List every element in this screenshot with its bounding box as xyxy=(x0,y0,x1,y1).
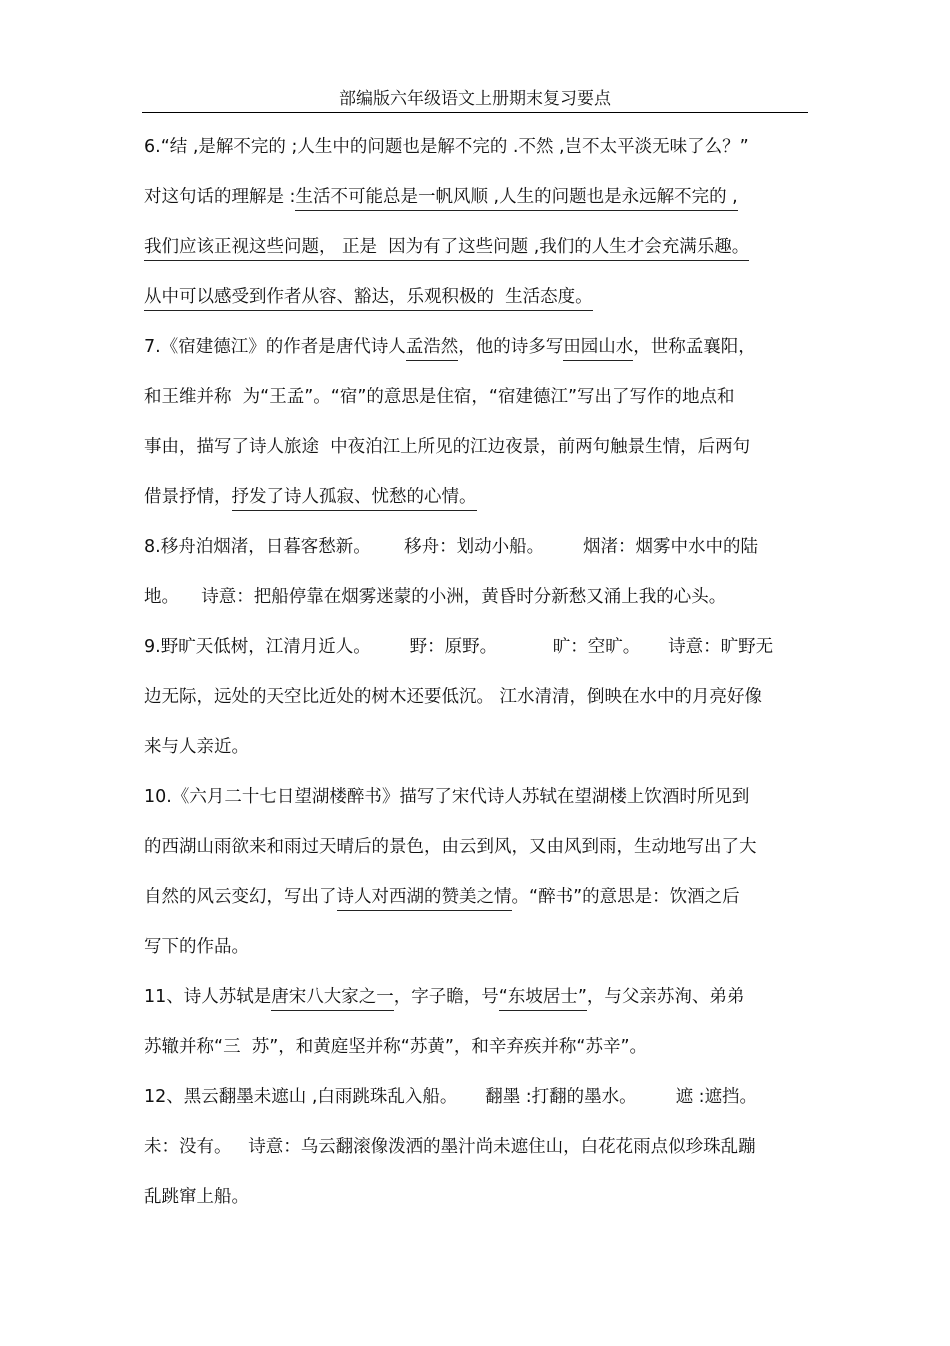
underlined-text: 孟浩然 xyxy=(406,337,459,361)
text-segment: 未：没有。 诗意：乌云翻滚像泼洒的墨汁尚未遮住山，白花花雨点似珍珠乱蹦 xyxy=(144,1137,756,1157)
underlined-text: 生活不可能总是一帆风顺 ,人生的问题也是永远解不完的 , xyxy=(295,187,737,211)
text-segment: 地。 诗意：把船停靠在烟雾迷蒙的小洲，黄昏时分新愁又涌上我的心头。 xyxy=(144,587,727,607)
document-body xyxy=(144,122,810,1222)
text-line xyxy=(144,372,810,422)
text-segment: 乱跳窜上船。 xyxy=(144,1187,249,1207)
text-line xyxy=(144,122,810,172)
text-segment: ，与父亲苏洵、弟弟 xyxy=(586,987,745,1007)
underlined-text: 抒发了诗人孤寂、忧愁的心情。 xyxy=(232,487,477,511)
text-segment: 。“醉书”的意思是：饮酒之后 xyxy=(511,887,740,907)
text-line xyxy=(144,972,810,1022)
text-segment: 苏辙并称“三 苏”，和黄庭坚并称“苏黄”，和辛弃疾并称“苏辛”。 xyxy=(144,1037,648,1057)
text-segment: 12、黑云翻墨未遮山 ,白雨跳珠乱入船。 翻墨 :打翻的墨水。 遮 :遮挡。 xyxy=(144,1087,758,1107)
text-line xyxy=(144,1022,810,1072)
underlined-text: “东坡居士” xyxy=(499,987,587,1011)
text-segment: 和王维并称 为“王孟”。“宿”的意思是住宿，“宿建德江”写出了写作的地点和 xyxy=(144,387,735,407)
text-segment: ，字子瞻，号 xyxy=(393,987,499,1007)
text-line xyxy=(144,472,810,522)
text-line xyxy=(144,722,810,772)
text-line xyxy=(144,322,810,372)
text-segment: 11、诗人苏轼是 xyxy=(144,987,272,1007)
page-header: 部编版六年级语文上册期末复习要点 xyxy=(142,84,808,113)
text-line xyxy=(144,922,810,972)
text-segment: 的西湖山雨欲来和雨过天晴后的景色，由云到风，又由风到雨，生动地写出了大 xyxy=(144,837,757,857)
text-segment: ，世称孟襄阳， xyxy=(633,337,756,357)
text-segment: 9.野旷天低树，江清月近人。 野：原野。 旷：空旷。 诗意：旷野无 xyxy=(144,637,774,657)
text-line xyxy=(144,422,810,472)
text-line xyxy=(144,572,810,622)
underlined-text: 唐宋八大家之一 xyxy=(271,987,394,1011)
text-line xyxy=(144,822,810,872)
text-line xyxy=(144,872,810,922)
text-segment: 自然的风云变幻，写出了 xyxy=(144,887,337,907)
text-line xyxy=(144,272,810,322)
text-line xyxy=(144,222,810,272)
text-line xyxy=(144,522,810,572)
underlined-text: 从中可以感受到作者从容、豁达，乐观积极的 生活态度。 xyxy=(144,287,593,311)
text-segment: 借景抒情， xyxy=(144,487,232,507)
text-segment: 6.“结 ,是解不完的 ;人生中的问题也是解不完的 .不然 ,岂不太平淡无味了么？” xyxy=(144,137,749,157)
text-line xyxy=(144,672,810,722)
text-segment: 对这句话的理解是 : xyxy=(144,187,296,207)
text-line xyxy=(144,772,810,822)
text-line xyxy=(144,1072,810,1122)
text-line xyxy=(144,172,810,222)
text-line xyxy=(144,1172,810,1222)
text-line xyxy=(144,622,810,672)
text-segment: 事由，描写了诗人旅途 中夜泊江上所见的江边夜景，前两句触景生情，后两句 xyxy=(144,437,751,457)
text-segment: 写下的作品。 xyxy=(144,937,249,957)
text-line xyxy=(144,1122,810,1172)
underlined-text: 诗人对西湖的赞美之情 xyxy=(337,887,512,911)
underlined-text: 田园山水 xyxy=(563,337,633,361)
text-segment: 10.《六月二十七日望湖楼醉书》描写了宋代诗人苏轼在望湖楼上饮酒时所见到 xyxy=(144,787,750,807)
text-segment: 边无际，远处的天空比近处的树木还要低沉。 江水清清，倒映在水中的月亮好像 xyxy=(144,687,763,707)
underlined-text: 我们应该正视这些问题， 正是 因为有了这些问题 ,我们的人生才会充满乐趣。 xyxy=(144,237,749,261)
text-segment: 来与人亲近。 xyxy=(144,737,249,757)
text-segment: 7.《宿建德江》的作者是唐代诗人 xyxy=(144,337,406,357)
text-segment: 8.移舟泊烟渚，日暮客愁新。 移舟：划动小船。 烟渚：烟雾中水中的陆 xyxy=(144,537,759,557)
text-segment: ，他的诗多写 xyxy=(458,337,564,357)
